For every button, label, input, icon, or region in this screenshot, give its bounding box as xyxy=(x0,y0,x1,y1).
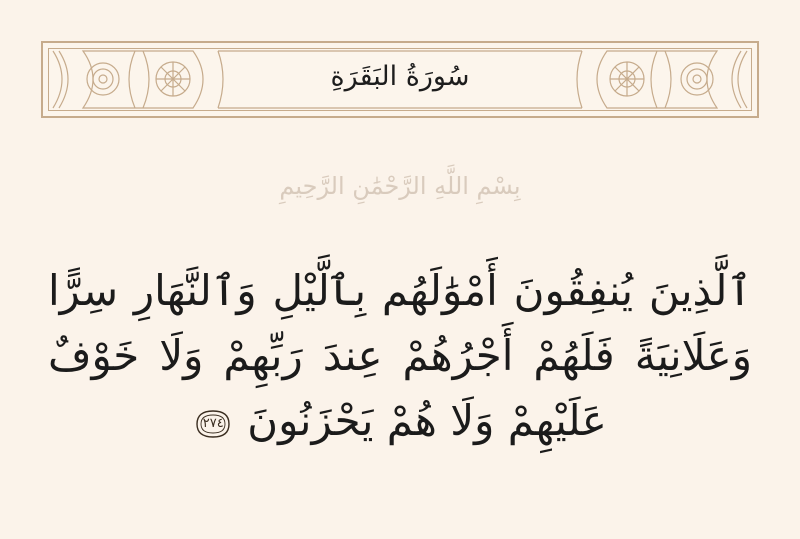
verse-text xyxy=(48,258,752,453)
verse-line-3 xyxy=(48,388,752,453)
ayah-number: ٢٧٤ xyxy=(202,415,224,431)
verse-line-2: وَعَلَانِيَةً فَلَهُمْ أَجْرُهُمْ عِندَ رَبِّهِمْ وَلَا خَوْفٌ xyxy=(48,331,752,380)
ayah-end-marker xyxy=(193,407,233,441)
basmala: بِسْمِ اللَّهِ الرَّحْمَٰنِ الرَّحِيمِ xyxy=(279,172,521,200)
verse-line-1: ٱلَّذِينَ يُنفِقُونَ أَمْوَٰلَهُم بِٱلَّيْلِ وَٱلنَّهَارِ سِرًّا xyxy=(48,266,752,315)
surah-header-banner xyxy=(41,41,759,118)
verse-line-3-text: عَلَيْهِمْ وَلَا هُمْ يَحْزَنُونَ xyxy=(247,396,607,445)
surah-title: سُورَةُ البَقَرَةِ xyxy=(330,61,470,92)
